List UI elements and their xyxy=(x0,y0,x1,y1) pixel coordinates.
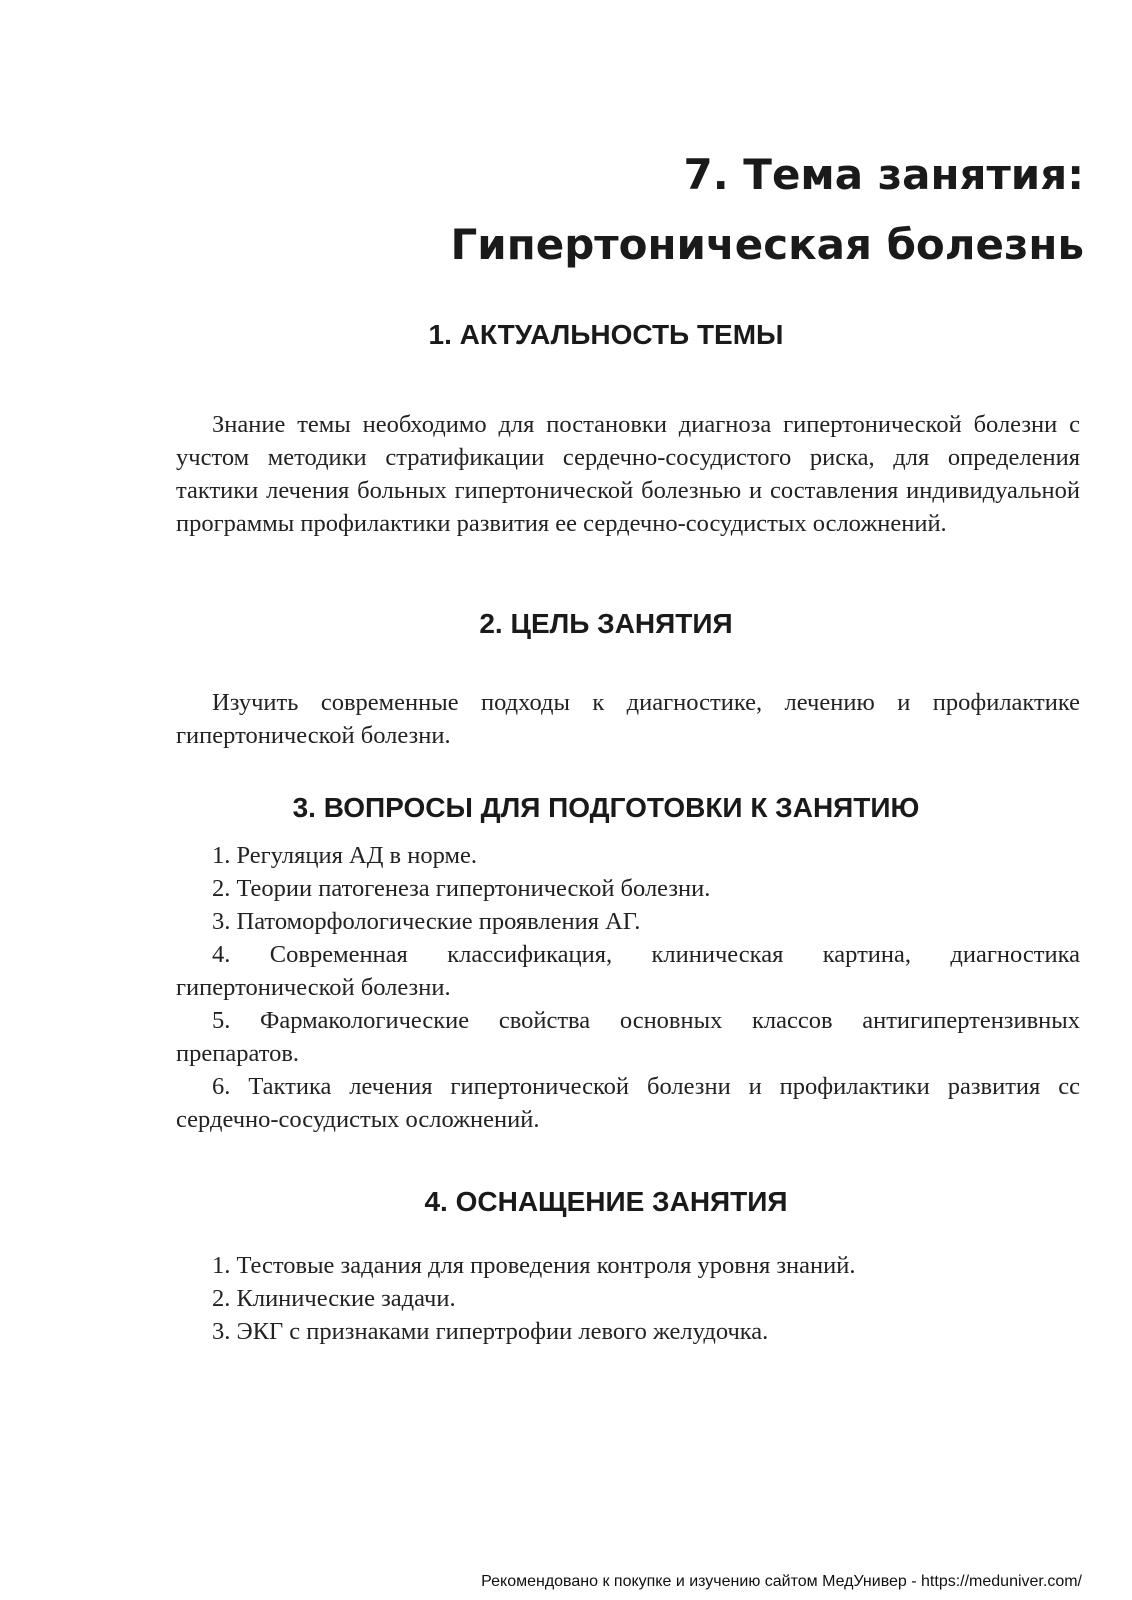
footer-recommendation: Рекомендовано к покупке и изучению сайтом МедУнивер - https://meduniver.com/ xyxy=(481,1573,1082,1590)
chapter-title-line-2: Гипертоническая болезнь xyxy=(450,220,1084,269)
list-item: 2. Теории патогенеза гипертонической болезни. xyxy=(212,875,711,902)
list-item: 6. Тактика лечения гипертонической болезни и профилактики развития сс сердечно-сосудистых осложнений. xyxy=(176,1073,1080,1133)
section-heading-relevance: 1. АКТУАЛЬНОСТЬ ТЕМЫ xyxy=(428,319,784,350)
chapter-title xyxy=(451,140,1084,280)
list-item: 2. Клинические задачи. xyxy=(212,1285,456,1312)
section-heading-equipment: 4. ОСНАЩЕНИЕ ЗАНЯТИЯ xyxy=(424,1186,788,1217)
list-item: 1. Тестовые задания для проведения контроля уровня знаний. xyxy=(212,1252,856,1279)
equipment-list xyxy=(176,1249,1080,1348)
section-text-relevance: Знание темы необходимо для постановки диагноза гипертонической болезни с учстом методики стратификации сердечно-сосудистого риска, для определения тактики лечения больных гипертонической болезнью и составления индивидуальной программы профилактики развития ее сердечно-сосудистых осложнений. xyxy=(176,410,1080,537)
section-heading-goal: 2. ЦЕЛЬ ЗАНЯТИЯ xyxy=(479,608,733,639)
list-item: 4. Современная классификация, клиническая картина, диагностика гипертонической болезни. xyxy=(176,941,1080,1001)
section-heading-questions: 3. ВОПРОСЫ ДЛЯ ПОДГОТОВКИ К ЗАНЯТИЮ xyxy=(292,792,920,823)
list-item: 5. Фармакологические свойства основных классов антигипертензивных препаратов. xyxy=(176,1007,1080,1067)
section-text-goal: Изучить современные подходы к диагностике, лечению и профилактике гипертонической болезни. xyxy=(176,688,1080,749)
list-item: 3. Патоморфологические проявления АГ. xyxy=(212,908,641,935)
list-item: 3. ЭКГ с признаками гипертрофии левого желудочка. xyxy=(212,1318,769,1345)
list-item: 1. Регуляция АД в норме. xyxy=(212,842,477,869)
chapter-title-line-1: 7. Тема занятия: xyxy=(683,150,1084,199)
questions-list xyxy=(176,839,1080,1136)
